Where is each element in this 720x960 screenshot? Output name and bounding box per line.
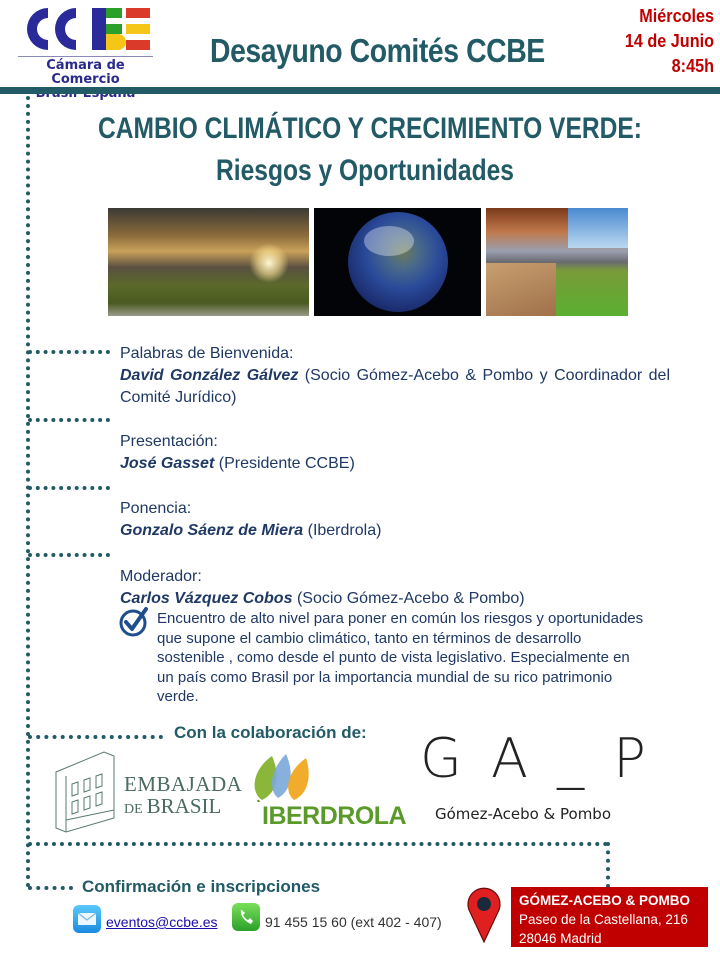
- phone-number: 91 455 15 60 (ext 402 - 407): [265, 914, 442, 930]
- speaker-name: Gonzalo Sáenz de Miera: [120, 522, 304, 539]
- gap-name: Gómez-Acebo & Pombo: [435, 805, 612, 823]
- venue-street: Paseo de la Castellana, 216: [519, 912, 688, 927]
- earth-globe-image: [314, 208, 481, 316]
- logo-line-1: Cámara de Comercio: [46, 58, 125, 87]
- event-day: 14 de Junio: [624, 31, 714, 51]
- dotted-frame-left: [26, 96, 30, 888]
- embassy-building-icon: [52, 748, 117, 834]
- venue-box: [511, 887, 708, 947]
- program-item-presentation: [120, 431, 670, 475]
- contact-heading: Confirmación e inscripciones: [82, 877, 321, 896]
- speaker-role: (Socio Gómez-Acebo & Pombo): [296, 590, 525, 607]
- venue-name: GÓMEZ-ACEBO & POMBO: [519, 893, 690, 908]
- headline-line-2: Riesgos y Oportunidades: [216, 154, 514, 187]
- event-time: 8:45h: [671, 56, 714, 76]
- phone-icon: [232, 903, 260, 931]
- program-label: Palabras de Bienvenida:: [120, 345, 294, 362]
- embajada-line-2: BRASIL: [146, 794, 222, 818]
- program-item-welcome: [120, 343, 670, 409]
- program-divider-1: [28, 350, 110, 354]
- program-label: Moderador:: [120, 568, 202, 585]
- sponsor-iberdrola[interactable]: [248, 752, 407, 830]
- checkmark-icon: [118, 606, 150, 638]
- program-item-moderator: [120, 566, 670, 610]
- embajada-de: DE: [124, 802, 143, 817]
- speaker-role: (Presidente CCBE): [218, 455, 355, 472]
- iberdrola-leaves-icon: [248, 752, 318, 802]
- venue-city: 28046 Madrid: [519, 931, 602, 946]
- event-description: Encuentro de alto nivel para poner en común los riesgos y oportunidades que supone el cambio climático, tanto en términos de desarrollo sostenible , como desde el punto de vista legislativo. Especialmente en un país como Brasil por la importancia mundial de su rico patrimonio verde.: [157, 610, 644, 705]
- speaker-name: David González Gálvez: [120, 367, 299, 384]
- gap-wordmark: G A _ P: [420, 727, 652, 790]
- collab-divider: [28, 735, 163, 739]
- ccbe-logo-mark-icon: [18, 4, 153, 54]
- sponsor-gap[interactable]: [420, 725, 670, 825]
- event-date: [534, 4, 714, 79]
- ccbe-logo: [18, 4, 153, 87]
- dotted-frame-right: [606, 842, 610, 888]
- collaboration-label: Con la colaboración de:: [174, 723, 367, 742]
- headline-line-1: CAMBIO CLIMÁTICO Y CRECIMIENTO VERDE:: [98, 112, 642, 145]
- page-title: Desayuno Comités CCBE: [210, 32, 545, 69]
- contact-divider: [28, 886, 73, 890]
- event-weekday: Miércoles: [639, 6, 714, 26]
- email-link[interactable]: eventos@ccbe.es: [106, 914, 218, 930]
- program-divider-3: [28, 486, 110, 490]
- speaker-role: (Iberdrola): [307, 522, 382, 539]
- program-divider-2: [28, 418, 110, 422]
- speaker-name: Carlos Vázquez Cobos: [120, 590, 293, 607]
- map-pin-icon: [466, 886, 502, 944]
- dotted-frame-bottom: [28, 842, 608, 846]
- stormy-landscape-image: [108, 208, 309, 316]
- program-label: Ponencia:: [120, 500, 192, 517]
- embajada-line-1: EMBAJADA: [124, 772, 243, 796]
- speaker-name: José Gasset: [120, 455, 215, 472]
- program-item-talk: [120, 498, 670, 542]
- email-icon: [73, 905, 101, 933]
- sponsor-embajada-brasil[interactable]: [52, 748, 243, 834]
- iberdrola-wordmark: IBERDROLA: [262, 802, 407, 830]
- drought-vs-green-city-image: [486, 208, 628, 316]
- speaker-role: (Socio Gómez-Acebo & Pombo y Coordinador del Comité Jurídico): [120, 367, 670, 406]
- header-divider: [0, 87, 720, 94]
- program-label: Presentación:: [120, 433, 218, 450]
- program-divider-4: [28, 553, 110, 557]
